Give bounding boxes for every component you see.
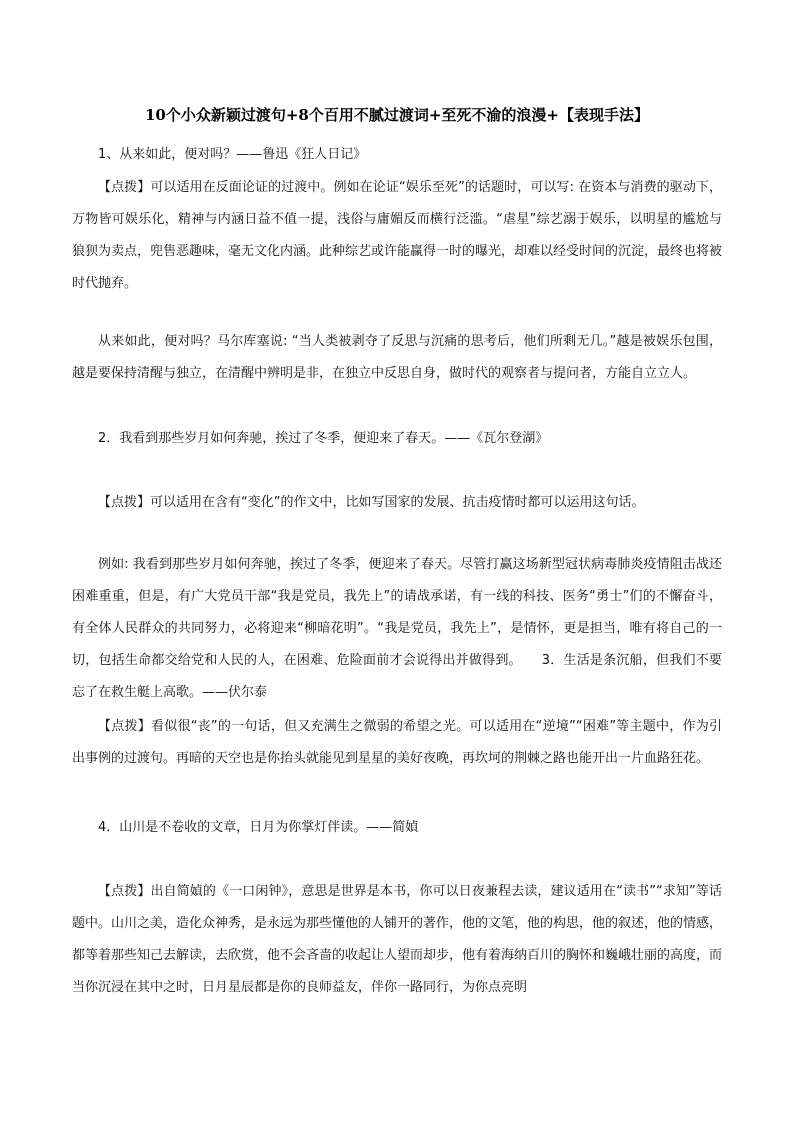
tip-4: 【点拨】出自简媜的《一口闲钟》，意思是世界是本书，你可以日夜兼程去读，建议适用在“读书”“求知”等话题中。山川之美，造化众神秀，是永远为那些懂他的人铺开的著作，他的文笔，他的构思，他的叙述，他的情感，都等着那些知己去解读，去欣赏，他不会吝啬的收起让人望而却步，他有着海纳百川的胸怀和巍峨壮丽的高度，而当你沉浸在其中之时，日月星辰都是你的良师益友，伴你一路同行，为你点亮明 [72, 884, 723, 995]
document-title: 10个小众新颖过渡句+8个百用不腻过渡词+至死不渝的浪漫+【表现手法】 [144, 106, 650, 124]
tip-1: 【点拨】可以适用在反面论证的过渡中。例如在论证“娱乐至死”的话题时，可以写: 在资本与消费的驱动下，万物皆可娱乐化，精神与内涵日益不值一提，浅俗与庸媚反而横行泛滥。“虐星”综艺溺于娱乐，以明星的尴尬与狼狈为卖点，兜售恶趣味，毫无文化内涵。此种综艺或许能赢得一时的曝光，却难以经受时间的沉淀，最终也将被时代抛弃。 [72, 180, 723, 291]
tip-3: 【点拨】看似很“丧”的一句话，但又充满生之微弱的希望之光。可以适用在“逆境”“困难”等主题中，作为引出事例的过渡句。再暗的天空也是你抬头就能见到星星的美好夜晚，再坎坷的荆棘之路也能开出一片血路狂花。 [72, 719, 722, 766]
quote-4: 4．山川是不卷收的文章，日月为你掌灯伴读。——简媜 [98, 820, 419, 835]
quote-1: 1、从来如此，便对吗？——鲁迅《狂人日记》 [98, 147, 367, 162]
tip-2: 【点拨】可以适用在含有“变化”的作文中，比如写国家的发展、抗击疫情时都可以运用这句话。 [98, 495, 645, 510]
quote-2: 2．我看到那些岁月如何奔驰，挨过了冬季，便迎来了春天。——《瓦尔登湖》 [98, 431, 549, 446]
example-1: 从来如此，便对吗？马尔库塞说: “当人类被剥夺了反思与沉痛的思考后，他们所剩无几。”越是被娱乐包围，越是要保持清醒与独立，在清醒中辨明是非，在独立中反思自身，做时代的观察者与提问者，方能自立立人。 [72, 334, 722, 381]
example-2: 例如: 我看到那些岁月如何奔驰，挨过了冬季，便迎来了春天。尽管打赢这场新型冠状病毒肺炎疫情阻击战还困难重重，但是，有广大党员干部“我是党员，我先上”的请战承诺，有一线的科技、医务“勇士”们的不懈奋斗，有全体人民群众的共同努力，必将迎来“柳暗花明”。“我是党员，我先上”，是情怀，更是担当，唯有将自己的一切，包括生命都交给党和人民的人，在困难、危险面前才会说得出并做得到。 3．生活是条沉船，但我们不要忘了在救生艇上高歌。——伏尔泰 [72, 557, 722, 700]
